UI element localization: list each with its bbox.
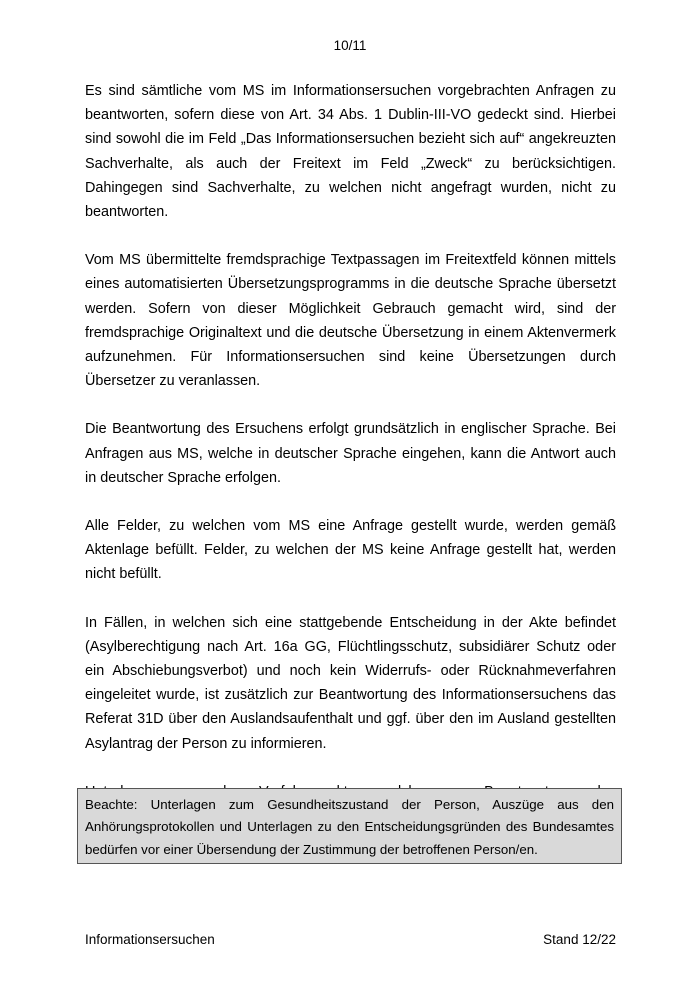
footer-title: Informationsersuchen <box>85 932 215 947</box>
paragraph-answer-scope: Es sind sämtliche vom MS im Informationsersuchen vorgebrachten Anfragen zu beantworten, sofern diese von Art. 34 Abs. 1 Dublin-III-VO gedeckt sind. Hierbei sind sowohl die im Feld „Das Informationsersuchen bezieht sich auf“ angekreuzten Sachverhalte, als auch der Freitext im Feld „Zweck“ zu berücksichtigen. Dahingegen sind Sachverhalte, zu welchen nicht angefragt wurden, nicht zu beantworten. <box>85 83 616 221</box>
paragraph-fields: Alle Felder, zu welchen vom MS eine Anfrage gestellt wurde, werden gemäß Aktenlage befüllt. Felder, zu welchen der MS keine Anfrage gestellt hat, werden nicht befüllt. <box>85 518 616 583</box>
footer-version: Stand 12/22 <box>543 932 616 947</box>
page-footer <box>85 931 616 949</box>
paragraph-translation: Vom MS übermittelte fremdsprachige Textpassagen im Freitextfeld können mittels eines automatisierten Übersetzungsprogramms in die deutsche Sprache übersetzt werden. Sofern von dieser Möglichkeit Gebrauch gemacht wird, sind der fremdsprachige Originaltext und die deutsche Übersetzung in einem Aktenvermerk aufzunehmen. Für Informationsersuchen sind keine Übersetzungen durch Übersetzer zu veranlassen. <box>85 252 616 390</box>
paragraph-positive-decision: In Fällen, in welchen sich eine stattgebende Entscheidung in der Akte befindet (Asylberechtigung nach Art. 16a GG, Flüchtlingsschutz, subsidiärer Schutz oder ein Abschiebungsverbot) und noch kein Widerrufs- oder Rücknahmeverfahren eingeleitet wurde, ist zusätzlich zur Beantwortung des Informationsersuchens das Referat 31D über den Auslandsaufenthalt und ggf. über den im Ausland gestellten Asylantrag der Person zu informieren. <box>85 614 616 752</box>
note-box: Beachte: Unterlagen zum Gesundheitszustand der Person, Auszüge aus den Anhörungsprotokollen und Unterlagen zu den Entscheidungsgründen des Bundesamtes bedürfen vor einer Übersendung der Zustimmung der betroffenen Person/en. <box>77 788 622 864</box>
document-body <box>85 79 616 852</box>
paragraph-response-language: Die Beantwortung des Ersuchens erfolgt grundsätzlich in englischer Sprache. Bei Anfragen aus MS, welche in deutscher Sprache eingehen, kann die Antwort auch in deutscher Sprache erfolgen. <box>85 421 616 486</box>
page-number: 10/11 <box>333 38 367 53</box>
